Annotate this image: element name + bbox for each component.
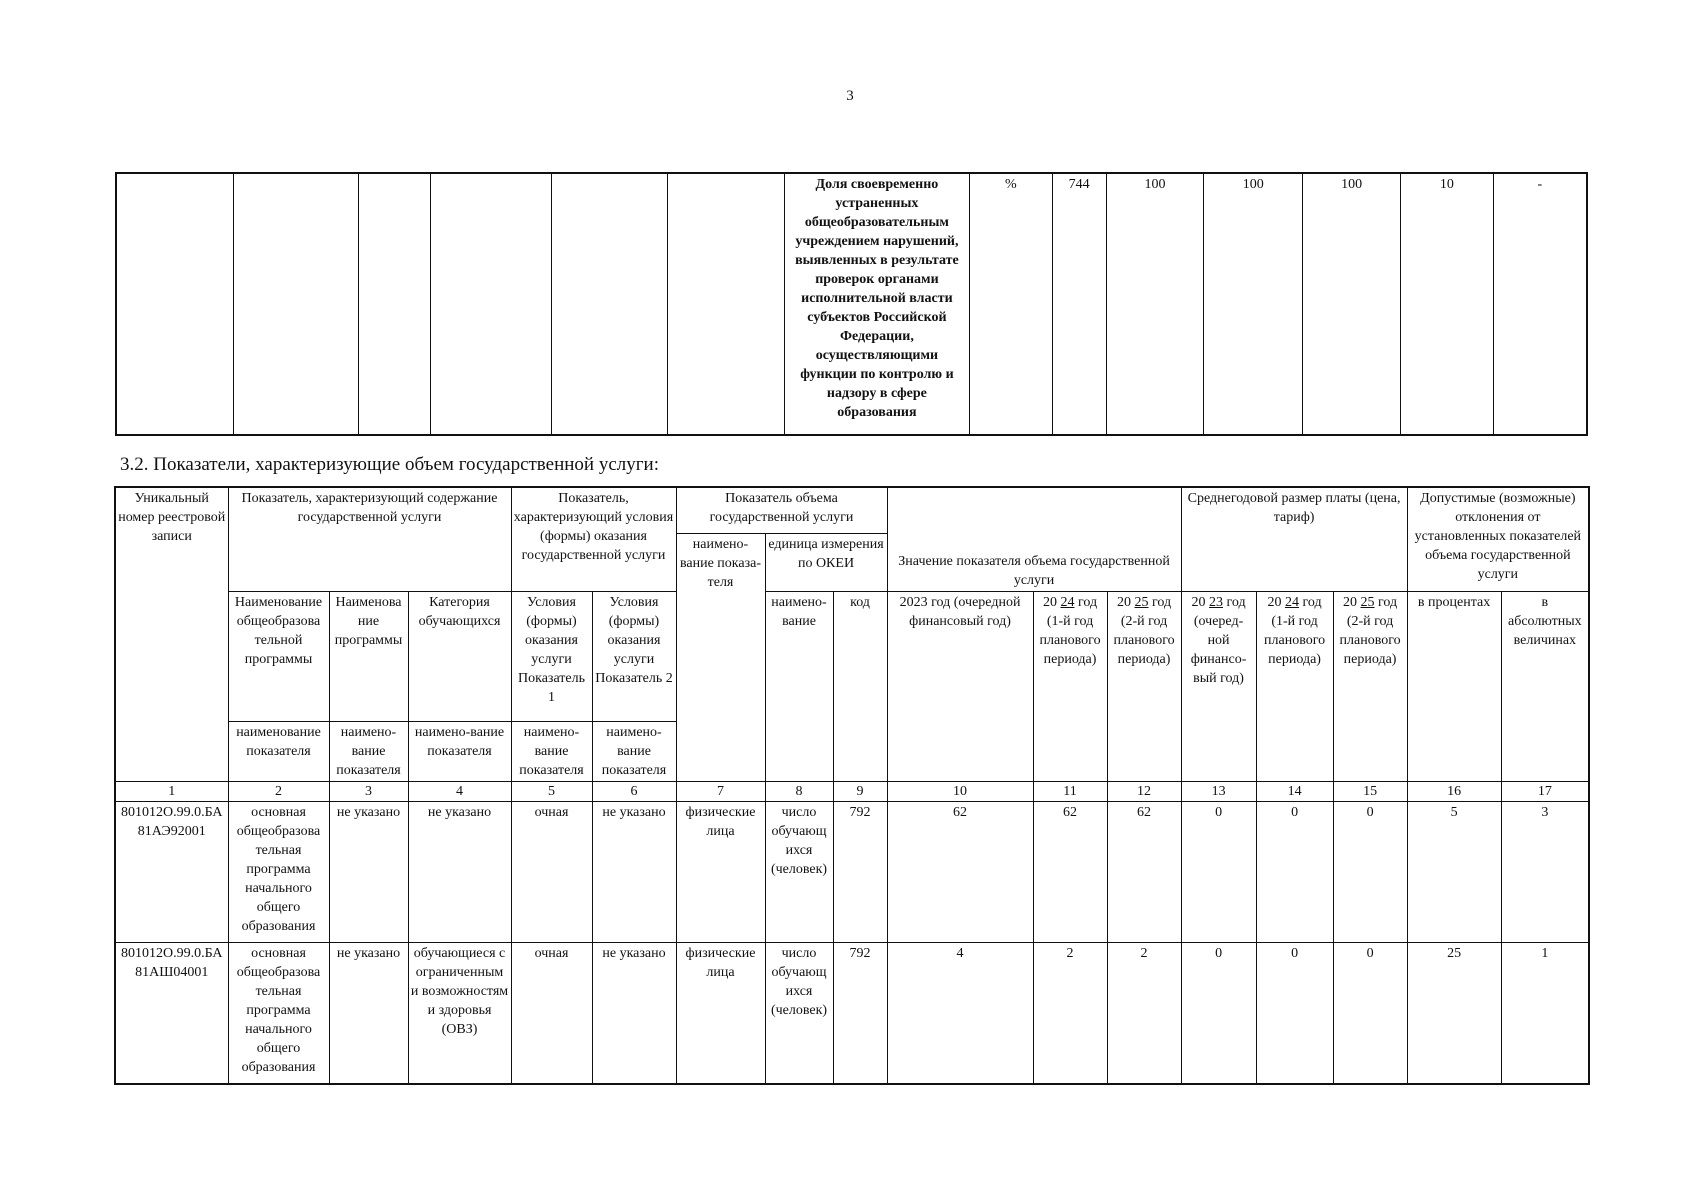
value-2025-cell: 62 [1107,801,1181,942]
header-fee-group: Среднегодовой размер платы (цена, тариф) [1181,487,1407,591]
header-sub-indicator-name: наимено-вание показателя [511,721,592,781]
header-year-2023: 2023 год (очередной финансовый год) [887,591,1033,781]
volume-name-cell: физические лица [676,801,765,942]
volume-name-cell: физические лица [676,942,765,1084]
header-conditions-1: Условия (формы) оказания услуги Показатель 1 [511,591,592,721]
category-cell: обучающиеся с ограниченным и возможностям и здоровья (ОВЗ) [408,942,511,1084]
deviation-absolute-cell: 1 [1501,942,1589,1084]
empty-cell [552,173,667,435]
empty-cell [431,173,552,435]
form-cell: очная [511,801,592,942]
column-number: 15 [1333,781,1407,801]
header-fee-2024: 20 24 год (1-й год планового периода) [1256,591,1333,781]
column-number: 17 [1501,781,1589,801]
volume-indicator-table [114,486,1590,1085]
header-program: Наименова ние программы [329,591,408,721]
value-cell: 100 [1303,173,1401,435]
unit-cell: % [970,173,1053,435]
header-okei-name: наимено-вание [765,591,833,781]
fee-2024-cell: 0 [1256,801,1333,942]
table-row [115,942,1589,1084]
deviation-percent-cell: 5 [1407,801,1501,942]
registry-id: 801012О.99.0.БА81АШ04001 [115,942,228,1084]
header-sub-indicator-name: наимено-вание показателя [592,721,676,781]
fee-2023-cell: 0 [1181,801,1256,942]
header-okei-code: код [833,591,887,781]
empty-cell [116,173,233,435]
deviation-percent-cell: 10 [1400,173,1493,435]
header-fee-2025: 20 25 год (2-й год планового периода) [1333,591,1407,781]
condition2-cell: не указано [592,942,676,1084]
header-okei-unit: единица измерения по ОКЕИ [765,533,887,591]
deviation-absolute-cell: - [1493,173,1587,435]
table-row [115,801,1589,942]
header-sub-indicator-name: наимено-вание показателя [408,721,511,781]
header-fee-2023: 20 23 год (очеред-ной финансо-вый год) [1181,591,1256,781]
fee-2025-cell: 0 [1333,942,1407,1084]
program-name-cell: основная общеобразова тельная программа начального общего образования [228,801,329,942]
header-volume-name: наимено-вание показа-теля [676,533,765,781]
deviation-absolute-cell: 3 [1501,801,1589,942]
fee-2024-cell: 0 [1256,942,1333,1084]
indicator-name: Доля своевременно устраненных общеобразовательным учреждением нарушений, выявленных в результате проверок органами исполнительной власти субъектов Российской Федерации, осуществляющими функции по контролю и надзору в сфере образования [784,173,969,435]
value-cell: 100 [1106,173,1204,435]
header-year-2024: 20 24 год (1-й год планового периода) [1033,591,1107,781]
value-2023-cell: 62 [887,801,1033,942]
form-cell: очная [511,942,592,1084]
fee-2025-cell: 0 [1333,801,1407,942]
value-2025-cell: 2 [1107,942,1181,1084]
table-row [116,173,1587,435]
category-cell: не указано [408,801,511,942]
code-cell: 744 [1052,173,1106,435]
header-sub-indicator-name: наименование показателя [228,721,329,781]
header-category: Категория обучающихся [408,591,511,721]
empty-cell [358,173,430,435]
unit-cell: число обучающ ихся (человек) [765,942,833,1084]
header-deviation-group: Допустимые (возможные) отклонения от установленных показателей объема государственной услуги [1407,487,1589,591]
program-name-cell: основная общеобразова тельная программа начального общего образования [228,942,329,1084]
quality-indicator-table-continuation [115,172,1588,436]
program-cell: не указано [329,942,408,1084]
code-cell: 792 [833,801,887,942]
column-number: 14 [1256,781,1333,801]
column-number: 8 [765,781,833,801]
unit-cell: число обучающ ихся (человек) [765,801,833,942]
header-conditions-2: Условия (формы) оказания услуги Показатель 2 [592,591,676,721]
header-sub-indicator-name: наимено-вание показателя [329,721,408,781]
column-number: 7 [676,781,765,801]
value-2024-cell: 62 [1033,801,1107,942]
header-row [115,487,1589,533]
condition2-cell: не указано [592,801,676,942]
column-number: 10 [887,781,1033,801]
header-value-group: Значение показателя объема государственной услуги [887,487,1181,591]
header-content-group: Показатель, характеризующий содержание государственной услуги [228,487,511,591]
header-deviation-absolute: в абсолютных величинах [1501,591,1589,781]
program-cell: не указано [329,801,408,942]
column-number: 9 [833,781,887,801]
header-unique-number: Уникальный номер реестровой записи [115,487,228,781]
value-2023-cell: 4 [887,942,1033,1084]
column-number: 16 [1407,781,1501,801]
column-number: 3 [329,781,408,801]
registry-id: 801012О.99.0.БА81АЭ92001 [115,801,228,942]
code-cell: 792 [833,942,887,1084]
column-number: 12 [1107,781,1181,801]
column-number: 1 [115,781,228,801]
header-year-2025: 20 25 год (2-й год планового периода) [1107,591,1181,781]
column-number: 5 [511,781,592,801]
empty-cell [233,173,358,435]
column-number: 13 [1181,781,1256,801]
empty-cell [667,173,784,435]
deviation-percent-cell: 25 [1407,942,1501,1084]
column-number: 4 [408,781,511,801]
fee-2023-cell: 0 [1181,942,1256,1084]
column-numbers-row [115,781,1589,801]
header-deviation-percent: в процентах [1407,591,1501,781]
header-conditions-group: Показатель, характеризующий условия (формы) оказания государственной услуги [511,487,676,591]
header-program-name: Наименование общеобразова тельной программы [228,591,329,721]
page-number: 3 [846,88,854,104]
column-number: 6 [592,781,676,801]
column-number: 2 [228,781,329,801]
column-number: 11 [1033,781,1107,801]
header-volume-group: Показатель объема государственной услуги [676,487,887,533]
value-cell: 100 [1204,173,1303,435]
value-2024-cell: 2 [1033,942,1107,1084]
section-title: 3.2. Показатели, характеризующие объем государственной услуги: [120,454,660,475]
